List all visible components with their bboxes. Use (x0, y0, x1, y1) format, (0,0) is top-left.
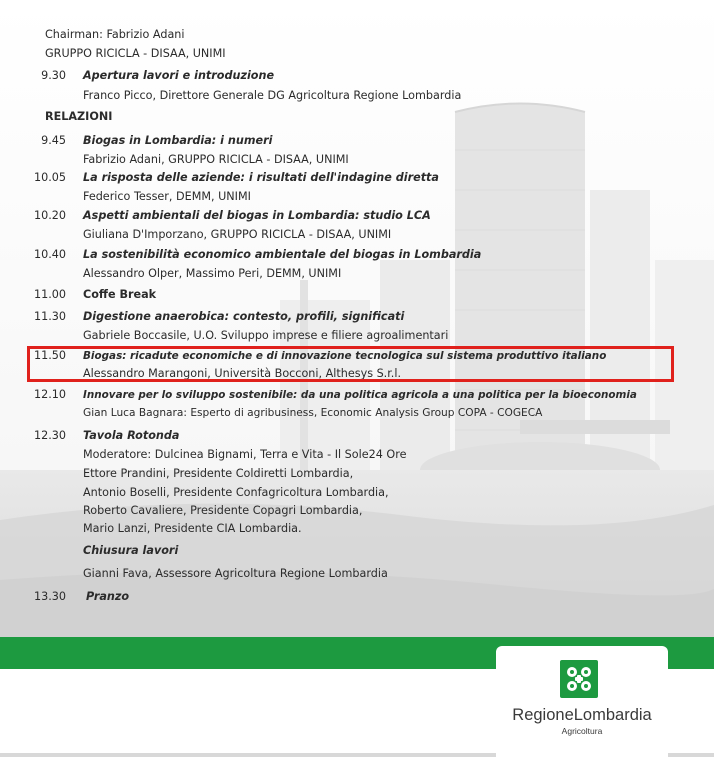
panelist-line: Mario Lanzi, Presidente CIA Lombardia. (83, 522, 302, 535)
session-title: Coffe Break (83, 288, 157, 301)
session-speaker: Alessandro Olper, Massimo Peri, DEMM, UNIMI (83, 267, 342, 280)
session-time: 12.30 (33, 429, 66, 442)
session-time: 10.20 (33, 209, 66, 222)
session-speaker: Gian Luca Bagnara: Esperto di agribusiness, Economic Analysis Group COPA - COGECA (83, 407, 543, 419)
chairman-line: Chairman: Fabrizio Adani (45, 28, 185, 41)
relazioni-heading: RELAZIONI (45, 110, 113, 123)
session-title: La sostenibilità economico ambientale del biogas in Lombardia (83, 248, 482, 261)
panelist-line: Ettore Prandini, Presidente Coldiretti Lombardia, (83, 467, 354, 480)
session-speaker: Alessandro Marangoni, Università Bocconi, Althesys S.r.l. (83, 367, 402, 380)
session-title: Aspetti ambientali del biogas in Lombardia: studio LCA (83, 209, 431, 222)
session-speaker: Franco Picco, Direttore Generale DG Agricoltura Regione Lombardia (83, 89, 462, 102)
session-title: Pranzo (86, 590, 130, 603)
session-speaker: Fabrizio Adani, GRUPPO RICICLA - DISAA, UNIMI (83, 153, 349, 166)
session-title: Tavola Rotonda (83, 429, 180, 442)
session-time: 11.00 (33, 288, 66, 301)
session-speaker: Gabriele Boccasile, U.O. Sviluppo imprese e filiere agroalimentari (83, 329, 449, 342)
session-title: Innovare per lo sviluppo sostenibile: da una politica agricola a una politica per la bioeconomia (83, 389, 637, 401)
session-time: 10.40 (33, 248, 66, 261)
session-title: Biogas: ricadute economiche e di innovazione tecnologica sul sistema produttivo italiano (83, 350, 607, 362)
session-speaker: Gianni Fava, Assessore Agricoltura Regione Lombardia (83, 567, 388, 580)
panelist-line: Antonio Boselli, Presidente Confagricoltura Lombardia, (83, 486, 389, 499)
session-speaker: Giuliana D'Imporzano, GRUPPO RICICLA - DISAA, UNIMI (83, 228, 392, 241)
chairman-affiliation: GRUPPO RICICLA - DISAA, UNIMI (45, 47, 226, 60)
session-time: 10.05 (33, 171, 66, 184)
regione-lombardia-logo (496, 646, 668, 757)
session-speaker: Federico Tesser, DEMM, UNIMI (83, 190, 251, 203)
session-time: 12.10 (33, 388, 66, 401)
session-time: 11.50 (33, 349, 66, 362)
panelist-line: Roberto Cavaliere, Presidente Copagri Lombardia, (83, 504, 363, 517)
logo-subtitle: Agricoltura (561, 726, 603, 736)
session-title: Apertura lavori e introduzione (83, 69, 275, 82)
lombardia-rose-icon (560, 660, 598, 698)
session-time: 13.30 (33, 590, 66, 603)
session-time: 9.30 (41, 69, 66, 82)
session-title: Biogas in Lombardia: i numeri (83, 134, 273, 147)
session-title: La risposta delle aziende: i risultati dell'indagine diretta (83, 171, 439, 184)
highlight-box (27, 346, 674, 382)
session-title: Chiusura lavori (83, 544, 179, 557)
moderator-line: Moderatore: Dulcinea Bignami, Terra e Vita - Il Sole24 Ore (83, 448, 407, 461)
logo-name: RegioneLombardia (512, 706, 652, 724)
session-time: 9.45 (41, 134, 66, 147)
session-title: Digestione anaerobica: contesto, profili, significati (83, 310, 405, 323)
session-time: 11.30 (33, 310, 66, 323)
